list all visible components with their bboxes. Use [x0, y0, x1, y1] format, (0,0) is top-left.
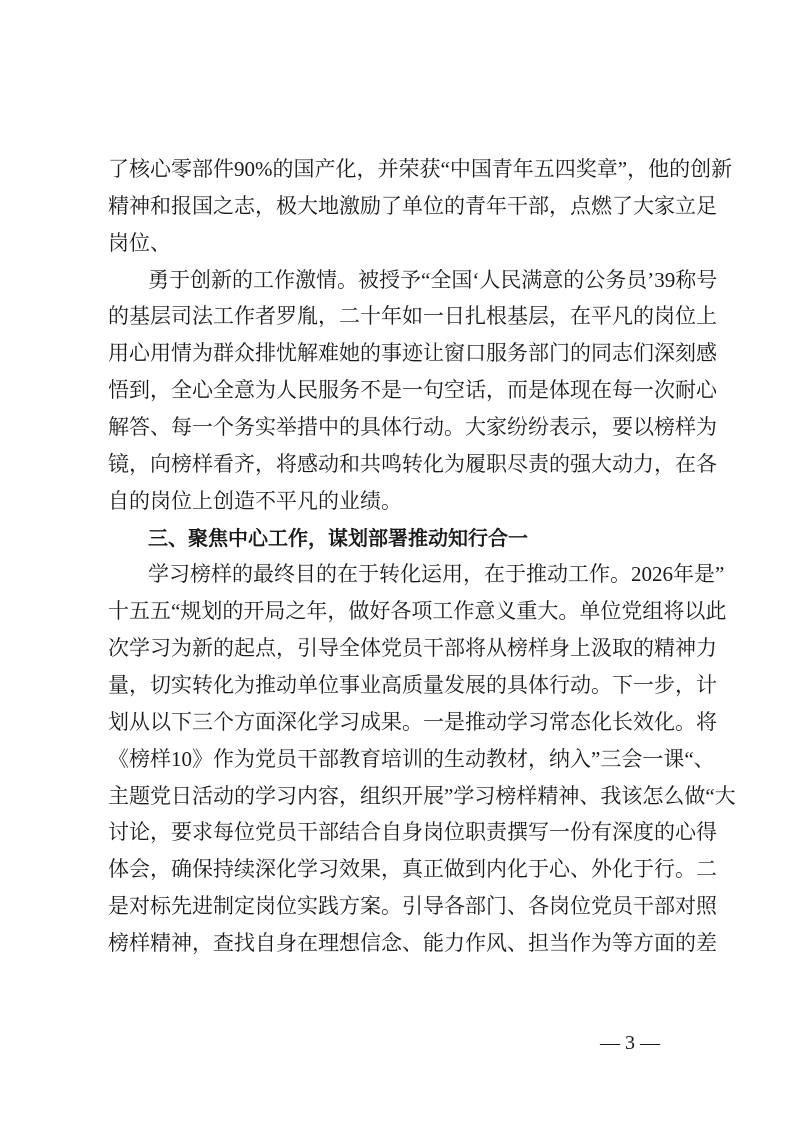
text-line: 自的岗位上创造不平凡的业绩。	[108, 488, 402, 513]
text-line: 榜样精神，查找自身在理想信念、能力作风、担当作为等方面的差	[108, 931, 717, 956]
text-line: 勇于创新的工作激情。被授予“全国‘人民满意的公务员’39称号	[148, 267, 718, 292]
text-line: 用心用情为群众排忧解难她的事迹让窗口服务部门的同志们深刻感	[108, 341, 717, 366]
page-number: — 3 —	[600, 1032, 660, 1054]
text-line: 十五五“规划的开局之年，做好各项工作意义重大。单位党组将以此	[108, 599, 727, 624]
text-line: 的基层司法工作者罗胤，二十年如一日扎根基层，在平凡的岗位上	[108, 304, 717, 329]
text-line: 镜，向榜样看齐，将感动和共鸣转化为履职尽责的强大动力，在各	[108, 451, 717, 476]
text-line: 岗位、	[108, 230, 171, 255]
text-line: 体会，确保持续深化学习效果，真正做到内化于心、外化于行。二	[108, 857, 717, 882]
text-line: 解答、每一个务实举措中的具体行动。大家纷纷表示，要以榜样为	[108, 415, 717, 440]
text-line: 划从以下三个方面深化学习成果。一是推动学习常态化长效化。将	[108, 709, 717, 734]
text-line: 了核心零部件90%的国产化，并荣获“中国青年五四奖章”，他的创新	[108, 157, 733, 181]
section-heading: 三、聚焦中心工作，谋划部署推动知行合一	[148, 525, 528, 550]
text-line: 学习榜样的最终目的在于转化运用，在于推动工作。2026年是”	[148, 562, 725, 587]
text-line: 是对标先进制定岗位实践方案。引导各部门、各岗位党员干部对照	[108, 894, 717, 919]
text-line: 讨论，要求每位党员干部结合自身岗位职责撰写一份有深度的心得	[108, 820, 717, 845]
text-line: 次学习为新的起点，引导全体党员干部将从榜样身上汲取的精神力	[108, 636, 717, 661]
text-line: 悟到，全心全意为人民服务不是一句空话，而是体现在每一次耐心	[108, 378, 717, 403]
text-line: 主题党日活动的学习内容，组织开展”学习榜样精神、我该怎么做“大	[108, 783, 736, 808]
text-line: 《榜样10》作为党员干部教育培训的生动教材，纳入”三会一课“、	[108, 746, 715, 771]
body-text	[108, 151, 736, 962]
text-line: 量，切实转化为推动单位事业高质量发展的具体行动。下一步，计	[108, 673, 717, 698]
text-line: 精神和报国之志，极大地激励了单位的青年干部，点燃了大家立足	[108, 193, 717, 218]
